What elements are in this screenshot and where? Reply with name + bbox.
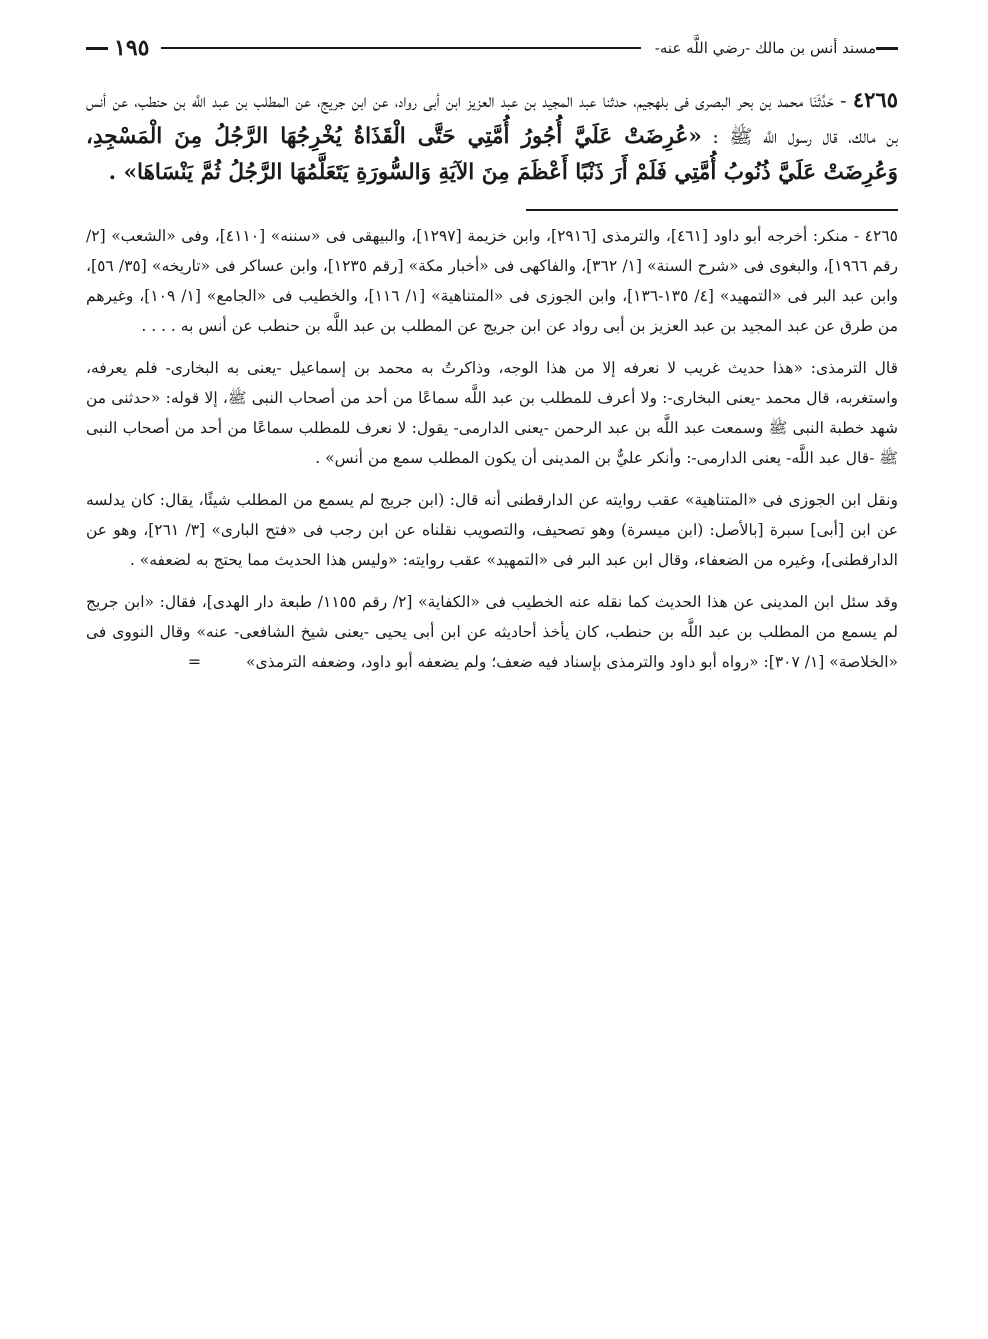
footnote-ibn-almadini <box>86 587 898 677</box>
hadith-text <box>86 82 898 191</box>
footnote-tirmidhi <box>86 353 898 473</box>
hadith-matn: «عُرِضَتْ عَلَيَّ أُجُورُ أُمَّتِي حَتَّى الْقَذَاةُ يُخْرِجُهَا الرَّجُلُ مِنَ الْمَسْجِدِ، وَعُرِضَتْ عَلَيَّ ذُنُوبُ أُمَّتِي فَلَمْ أَرَ ذَنْبًا أَعْظَمَ مِنَ الآيَةِ وَالسُّورَةِ يَتَعَلَّمُهَا الرَّجُلُ ثُمَّ يَنْسَاهَا» . <box>86 124 898 185</box>
header-rule <box>161 47 640 49</box>
book-page <box>86 28 898 1318</box>
footnote-text: ونقل ابن الجوزى فى «المتناهية» عقب روايته عن الدارقطنى أنه قال: (ابن جريج لم يسمع من المطلب شيئًا، يقال: كان يدلسه عن ابن [أبى] سبرة [بالأصل: (ابن ميسرة) وهو تصحيف، والتصويب نقلناه عن ابن رجب فى «فتح البارى» [٣/ ٢٦١]، وهو عن الدارقطنى]، وغيره من الضعفاء، وقال ابن عبد البر فى «التمهيد» عقب روايته: «وليس هذا الحديث مما يحتج به لضعفه» . <box>86 491 898 569</box>
footnote-number: ٤٢٦٥ <box>864 227 898 245</box>
footnote-ibn-aljawzi <box>86 485 898 575</box>
continuation-mark: = <box>187 652 202 671</box>
running-header <box>86 28 898 68</box>
hadith-isnad: - حَدَّثَنَا محمد بن بحر البصرى فى بلهجيم، حدثنا عبد المجيد بن عبد العزيز ابن أبى رواد، عن ابن جريج، عن المطلب بن عبد اللَّه بن حنطب، عن أنس بن مالك، قال رسول اللَّه ﷺ : <box>86 90 898 148</box>
running-title: مسند أنس بن مالك -رضي اللَّه عنه- <box>654 39 876 57</box>
hadith-number: ٤٢٦٥ <box>852 87 898 112</box>
page-number: ١٩٥ <box>114 35 150 61</box>
header-trail-rule <box>86 47 108 50</box>
footnote-takhrij <box>86 221 898 341</box>
footnote-text: قال الترمذى: «هذا حديث غريب لا نعرفه إلا من هذا الوجه، وذاكرتُ به محمد بن إسماعيل -يعنى به البخارى- فلم يعرفه، واستغربه، قال محمد -يعنى البخارى-: ولا أعرف للمطلب بن عبد اللَّه سماعًا من أحد من أصحاب النبى ﷺ، إلا قوله: «حدثنى من شهد خطبة النبى ﷺ وسمعت عبد اللَّه بن عبد الرحمن -يعنى الدارمى- يقول: لا نعرف للمطلب سماعًا من أحد من أصحاب النبى ﷺ -قال عبد اللَّه- يعنى الدارمى-: وأنكر عليٌّ بن المدينى أن يكون المطلب سمع من أنس» . <box>86 359 898 467</box>
header-lead-rule <box>876 47 898 50</box>
footnote-text: وقد سئل ابن المدينى عن هذا الحديث كما نقله عنه الخطيب فى «الكفاية» [٢/ رقم ١١٥٥/ طبعة دار الهدى]، فقال: «ابن جريج لم يسمع من المطلب بن عبد اللَّه بن حنطب، كان يأخذ أحاديثه عن ابن أبى يحيى -يعنى شيخ الشافعى- عنه» وقال النووى فى «الخلاصة» [١/ ٣٠٧]: «رواه أبو داود والترمذى بإسناد فيه ضعف؛ ولم يضعفه أبو داود، وضعفه الترمذى» <box>86 593 899 671</box>
footnote-divider <box>526 209 898 211</box>
footnote-text: - منكر: أخرجه أبو داود [٤٦١]، والترمذى [٢٩١٦]، وابن خزيمة [١٢٩٧]، والبيهقى فى «سننه» [٤١١٠]، وفى «الشعب» [٢/ رقم ١٩٦٦]، والبغوى فى «شرح السنة» [١/ ٣٦٢]، والفاكهى فى «أخبار مكة» [رقم ١٢٣٥]، وابن عساكر فى «تاريخه» [٣٥/ ٥٦]، وابن عبد البر فى «التمهيد» [٤/ ١٣٥-١٣٦]، وابن الجوزى فى «المتناهية» [١/ ١١٦]، والخطيب فى «الجامع» [١/ ١٠٩]، وغيرهم من طرق عن عبد المجيد بن عبد العزيز بن أبى رواد عن ابن جريج عن المطلب بن عبد اللَّه بن حنطب عن أنس به . . . . <box>86 227 898 335</box>
